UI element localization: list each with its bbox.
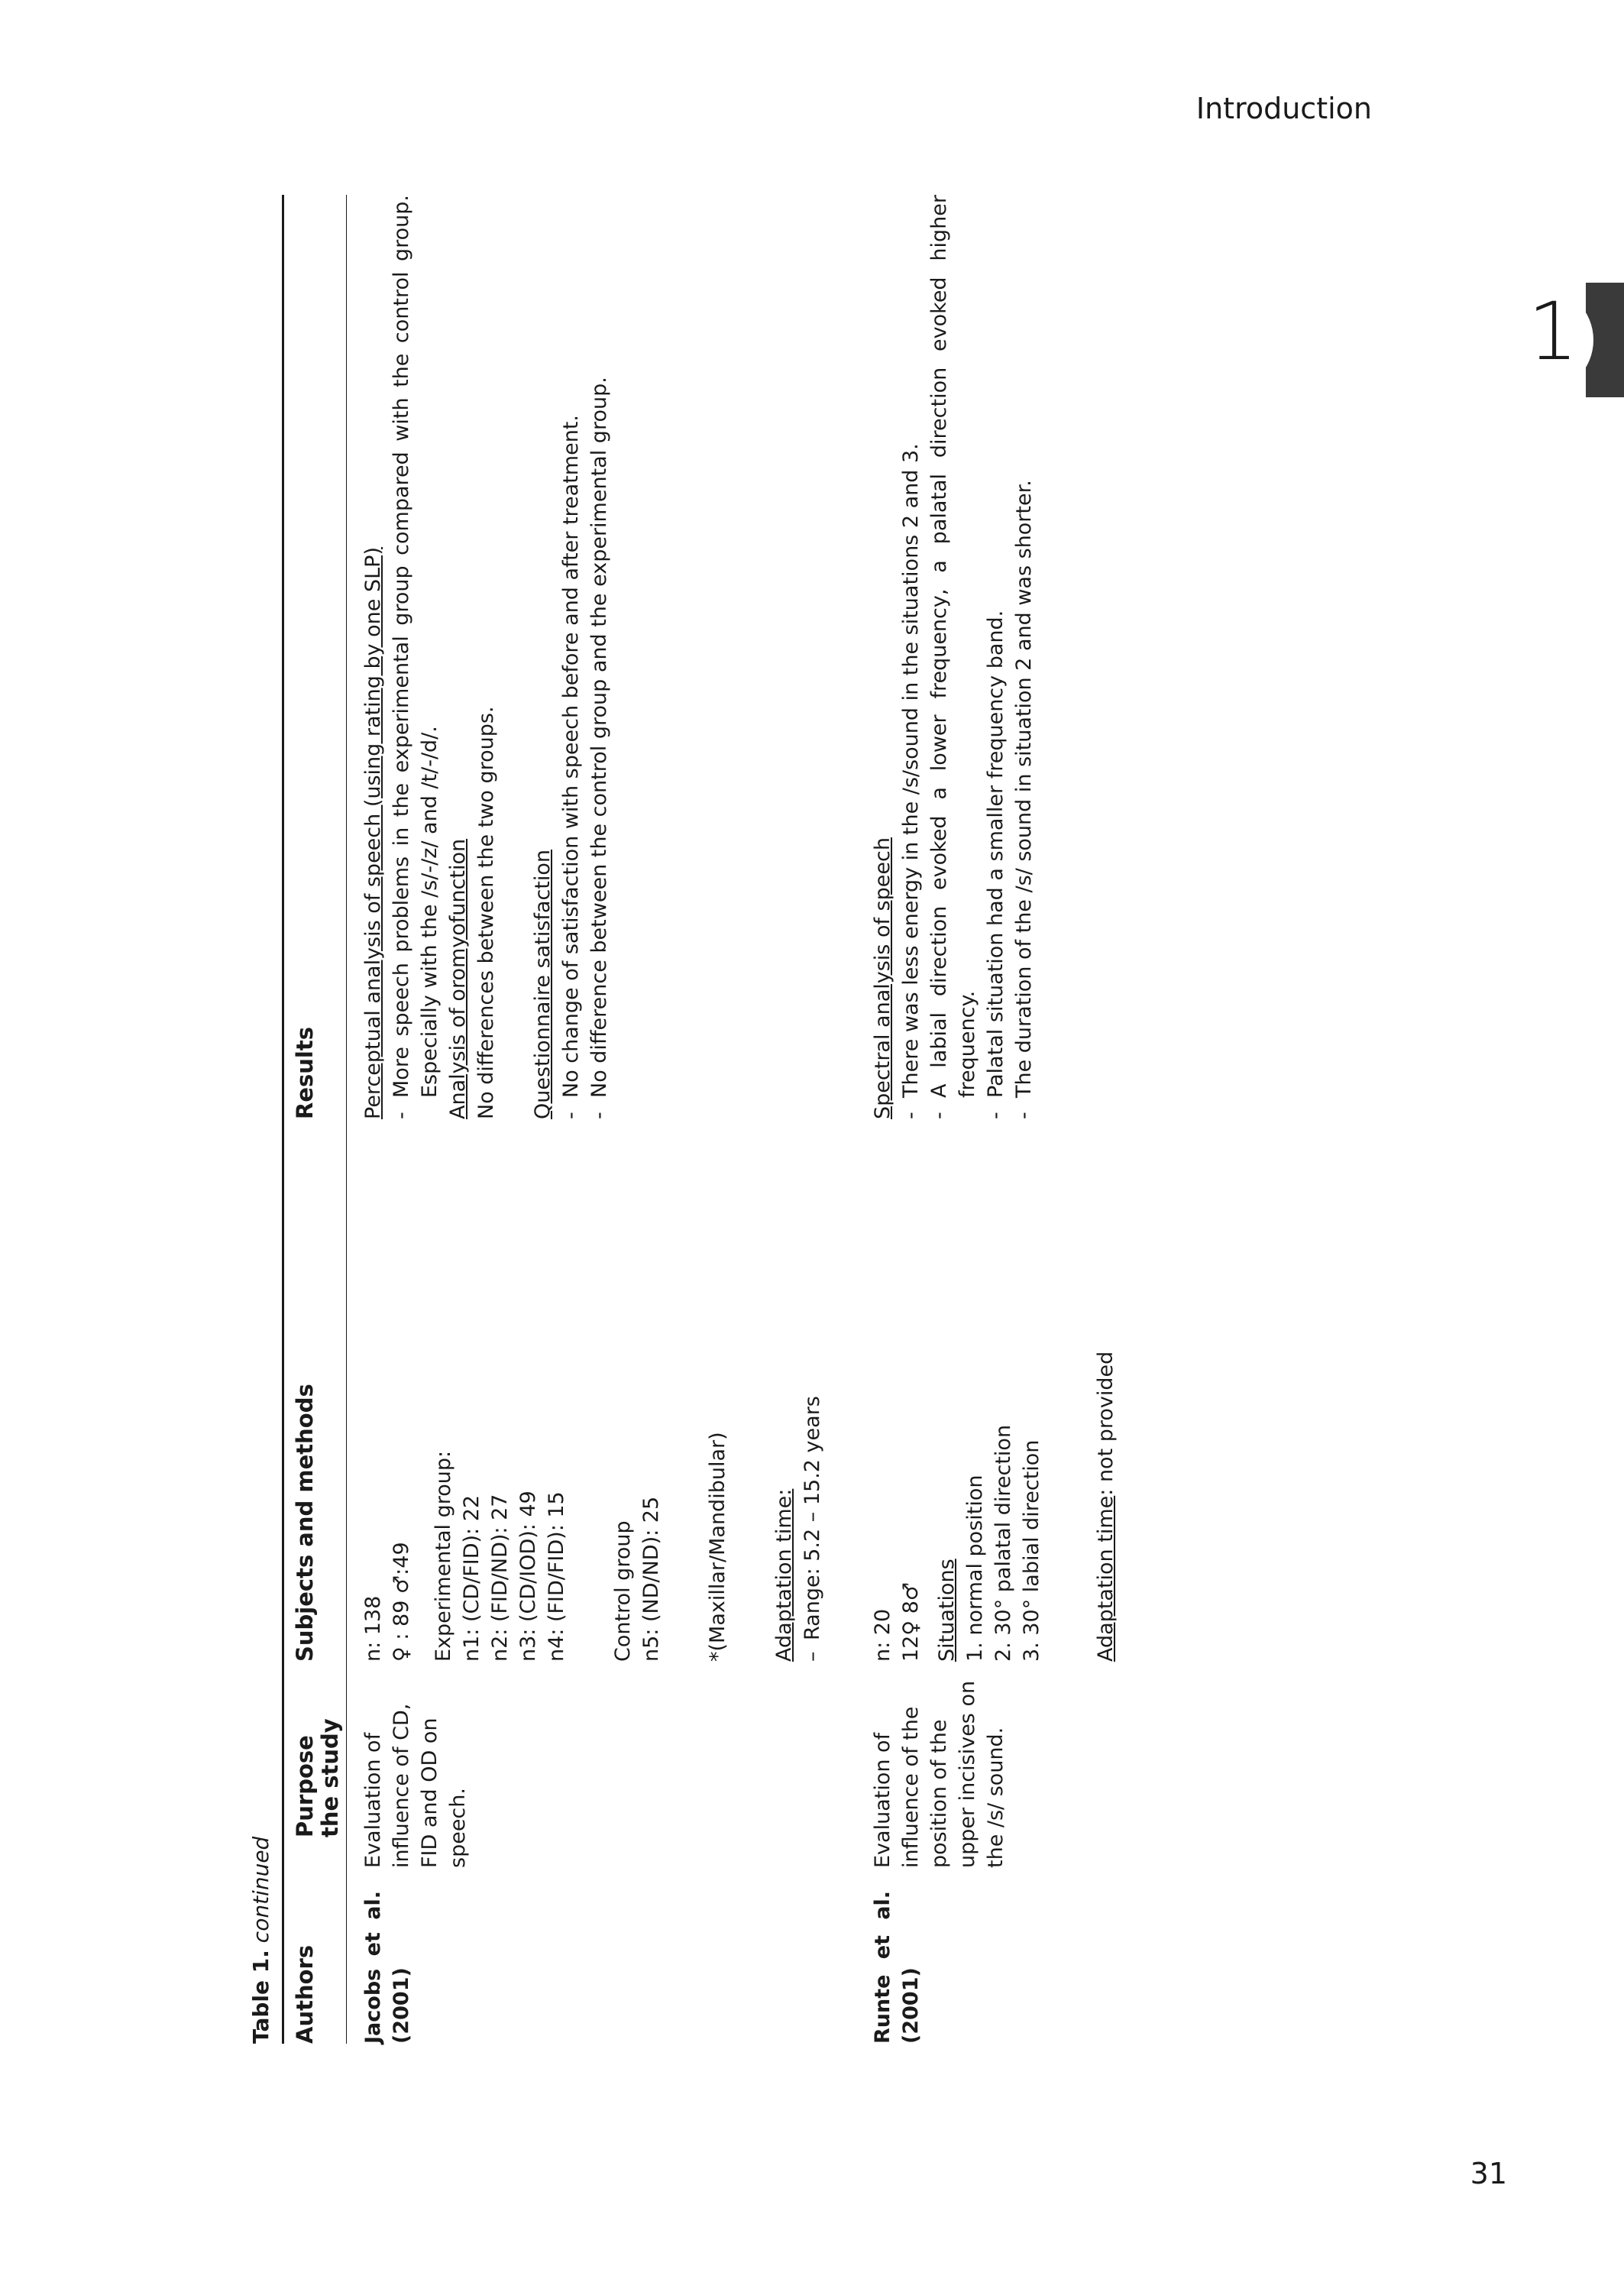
row2-purpose: Evaluation of influence of the position of the upper incisives on the /s/ sound. — [871, 1680, 1008, 1868]
table-top-rule — [282, 195, 284, 2044]
row1-results-h2: Analysis of oromyofunction — [446, 838, 470, 1119]
dash-marker: - — [1012, 1112, 1036, 1119]
row1-author — [359, 1891, 416, 2044]
row1-results-bullet — [557, 195, 585, 1119]
row1-ctrl-item: n5: (ND/ND): 25 — [639, 1496, 663, 1662]
dash-marker: – — [801, 1651, 824, 1662]
row2-adaptation-label: Adaptation time — [1094, 1495, 1118, 1662]
row2-situation: 3. 30° labial direction — [1020, 1439, 1043, 1662]
header-subjects: Subjects and methods — [292, 1384, 318, 1662]
row2-n: n: 20 — [871, 1608, 894, 1662]
row2-results-bullet-text: There was less energy in the /s/sound in the situations 2 and 3. — [899, 443, 923, 1098]
row2-results-bullet-text: A labial direction evoked a lower frequency, a palatal direction evoked higher frequency. — [927, 195, 979, 1098]
row2-results — [869, 195, 1038, 1119]
row2-results-bullet — [1010, 195, 1038, 1119]
row1-results-h1: Perceptual analysis of speech (using rating by one SLP) — [361, 547, 385, 1119]
table-caption — [248, 1837, 273, 2044]
row2-results-bullet — [925, 195, 982, 1119]
dash-marker: - — [899, 1112, 923, 1119]
table-header-rule — [346, 195, 347, 2044]
row2-results-bullet — [982, 195, 1010, 1119]
row2-situation: 2. 30° palatal direction — [992, 1424, 1015, 1662]
row1-adaptation-label: Adaptation time: — [772, 1488, 796, 1662]
row1-purpose: Evaluation of influence of CD, FID and OD on speech. — [361, 1703, 470, 1868]
row1-exp-item: n2: (FID/ND): 27 — [488, 1494, 512, 1662]
header-authors: Authors — [292, 1944, 318, 2044]
row1-results-bullet — [387, 195, 444, 1119]
row1-sex: ♀ : 89 ♂:49 — [390, 1542, 413, 1662]
row1-results — [359, 195, 613, 1119]
row2-results-h1: Spectral analysis of speech — [871, 837, 894, 1119]
row1-results-b1: More speech problems in the experimental group compared with the control group. Especially with the /s/-/z/ and /t/-/d/. — [390, 195, 442, 1098]
row1-adaptation-range — [798, 1396, 827, 1662]
row2-author-name: Runte et al. — [871, 1891, 894, 2044]
row2-results-bullet-text: Palatal situation had a smaller frequency band. — [984, 610, 1008, 1098]
row2-situations-label: Situations — [935, 1559, 959, 1662]
row1-results-h3: Questionnaire satisfaction — [531, 849, 555, 1119]
row2-adaptation-value: : not provided — [1094, 1351, 1118, 1496]
dash-marker: - — [984, 1112, 1008, 1119]
dash-marker: - — [927, 1112, 951, 1119]
row1-author-name: Jacobs et al. — [361, 1891, 385, 2044]
row2-situation: 1. normal position — [963, 1475, 987, 1662]
rotated-table — [248, 195, 1455, 2044]
running-head: Introduction — [1195, 92, 1372, 125]
row2-author — [869, 1891, 925, 2044]
row1-exp-item: n4: (FID/FID): 15 — [545, 1491, 568, 1662]
header-results: Results — [292, 1027, 318, 1119]
table-caption-suffix: continued — [248, 1836, 273, 1944]
row1-author-year: (2001) — [390, 1967, 413, 2044]
row1-results-b3: No difference between the control group and the experimental group. — [587, 377, 611, 1098]
row2-author-year: (2001) — [899, 1967, 923, 2044]
header-purpose: Purpose the study — [292, 1718, 343, 1837]
row2-results-bullet — [897, 195, 925, 1119]
row1-exp-item: n3: (CD/IOD): 49 — [516, 1491, 540, 1662]
row2-subjects — [869, 1352, 1120, 1662]
table-caption-label: Table 1. — [248, 1950, 273, 2044]
row1-exp-item: n1: (CD/FID): 22 — [460, 1494, 484, 1662]
row1-note: *(Maxillar/Mandibular) — [706, 1432, 730, 1662]
row1-n: n: 138 — [361, 1595, 385, 1662]
chapter-number: 1 — [1527, 285, 1578, 378]
row1-adaptation-range-text: Range: 5.2 – 15.2 years — [801, 1396, 824, 1640]
page-number: 31 — [1470, 2157, 1507, 2190]
dash-marker: - — [587, 1112, 611, 1119]
row2-adaptation — [1092, 1352, 1120, 1662]
dash-marker: - — [390, 1112, 413, 1119]
row1-results-bullet — [585, 195, 613, 1119]
row1-results-b3: No change of satisfaction with speech before and after treatment. — [559, 415, 583, 1098]
row1-exp-label: Experimental group: — [432, 1450, 455, 1662]
dash-marker: - — [559, 1112, 583, 1119]
row2-results-bullet-text: The duration of the /s/ sound in situation 2 and was shorter. — [1012, 480, 1036, 1098]
row1-ctrl-label: Control group — [611, 1520, 635, 1662]
row1-results-p2: No differences between the two groups. — [474, 706, 498, 1119]
row1-subjects — [359, 1396, 827, 1662]
row2-sex: 12♀ 8♂ — [899, 1581, 923, 1662]
